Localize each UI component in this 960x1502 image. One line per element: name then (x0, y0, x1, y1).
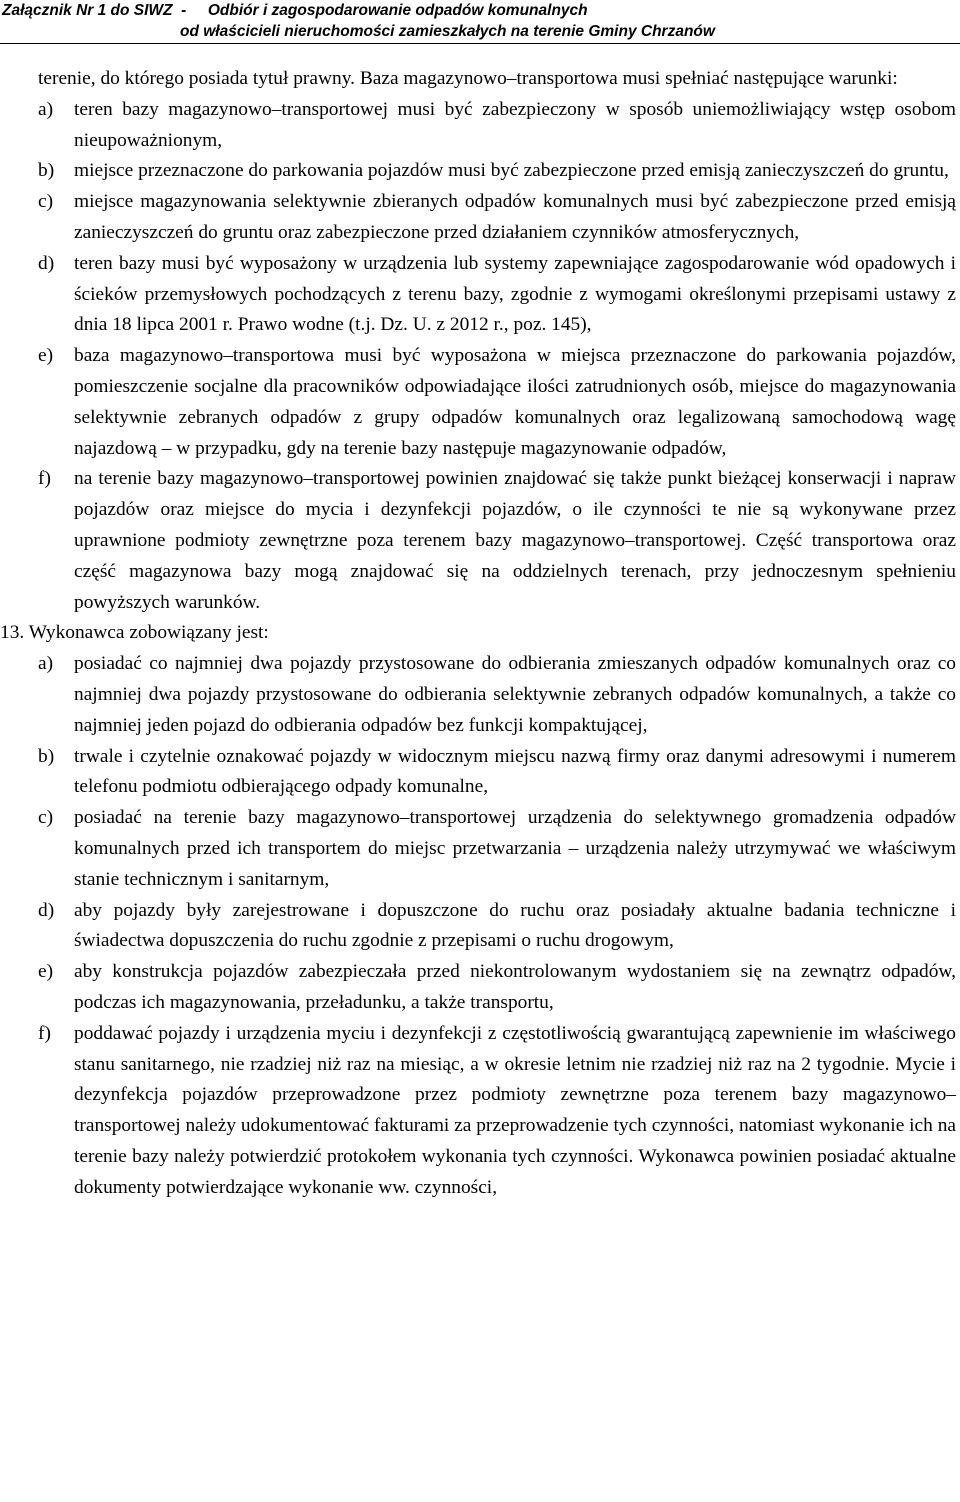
item-label: c) (38, 191, 54, 213)
item-label: f) (38, 1022, 51, 1044)
item-label: e) (38, 345, 54, 367)
item-text: miejsce przeznaczone do parkowania pojazdów musi być zabezpieczone przed emisją zanieczyszczeń do gruntu, (74, 160, 949, 182)
list-item (38, 187, 956, 249)
intro-paragraph: terenie, do którego posiada tytuł prawny. Baza magazynowo–transportowa musi spełniać następujące warunki: (38, 68, 898, 89)
list-item (38, 649, 956, 741)
section13-list (38, 649, 956, 1203)
item-label: a) (38, 653, 54, 675)
header-title-line2: od właścicieli nieruchomości zamieszkałych na terenie Gminy Chrzanów (180, 23, 715, 40)
item-text: teren bazy musi być wyposażony w urządzenia lub systemy zapewniające zagospodarowanie wód opadowych i ścieków przemysłowych pochodzących z terenu bazy, zgodnie z wymogami określonymi przepisami ustawy z dnia 18 lipca 2001 r. Prawo wodne (t.j. Dz. U. z 2012 r., poz. 145), (74, 252, 956, 336)
list-item (38, 742, 956, 804)
list-item (38, 341, 956, 464)
section13-heading (0, 618, 956, 649)
list-item (38, 156, 956, 187)
section12-list (38, 95, 956, 619)
item-label: b) (38, 745, 55, 767)
item-label: f) (38, 468, 51, 490)
list-item (38, 95, 956, 157)
item-text: na terenie bazy magazynowo–transportowej powinien znajdować się także punkt bieżącej konserwacji i napraw pojazdów oraz miejsce do mycia i dezynfekcji pojazdów, o ile czynności te nie są wykonywane przez uprawnione podmioty zewnętrzne poza terenem bazy magazynowo–transportowej. Część transportowa oraz część magazynowa bazy mogą znajdować się na oddzielnych terenach, przy jednoczesnym spełnieniu powyższych warunków. (74, 468, 956, 613)
section-heading-text: Wykonawca zobowiązany jest: (28, 622, 269, 644)
item-label: a) (38, 98, 54, 120)
item-text: teren bazy magazynowo–transportowej musi być zabezpieczony w sposób uniemożliwiający wstęp osobom nieupoważnionym, (74, 98, 956, 151)
page-header (0, 0, 960, 44)
header-title-line1: Załącznik Nr 1 do SIWZ - Odbiór i zagospodarowanie odpadów komunalnych (2, 2, 588, 19)
item-text: posiadać co najmniej dwa pojazdy przystosowane do odbierania zmieszanych odpadów komunalnych oraz co najmniej dwa pojazdy przystosowane do odbierania selektywnie zebranych odpadów komunalnych, a także co najmniej jeden pojazd do odbierania odpadów bez funkcji kompaktującej, (74, 653, 956, 736)
item-text: baza magazynowo–transportowa musi być wyposażona w miejsca przeznaczone do parkowania pojazdów, pomieszczenie socjalne dla pracowników odpowiadające ilości zatrudnionych osób, miejsce do magazynowania selektywnie zebranych odpadów z grupy odpadów komunalnych oraz legalizowaną samochodową wagę najazdową – w przypadku, gdy na terenie bazy następuje magazynowanie odpadów, (74, 345, 956, 459)
list-item (38, 957, 956, 1019)
list-item (38, 1019, 956, 1204)
item-text: aby konstrukcja pojazdów zabezpieczała przed niekontrolowanym wydostaniem się na zewnątrz odpadów, podczas ich magazynowania, przeładunku, a także transportu, (74, 961, 956, 1013)
item-text: miejsce magazynowania selektywnie zbieranych odpadów komunalnych musi być zabezpieczone przed emisją zanieczyszczeń do gruntu oraz zabezpieczone przed działaniem czynników atmosferycznych, (74, 191, 956, 243)
list-item (38, 803, 956, 895)
item-label: d) (38, 252, 55, 274)
item-text: aby pojazdy były zarejestrowane i dopuszczone do ruchu oraz posiadały aktualne badania techniczne i świadectwa dopuszczenia do ruchu zgodnie z przepisami o ruchu drogowym, (74, 899, 956, 952)
document-body (0, 64, 956, 1203)
section-number: 13. (0, 622, 25, 644)
item-label: e) (38, 961, 54, 983)
list-item (38, 249, 956, 341)
list-item (38, 464, 956, 618)
item-text: posiadać na terenie bazy magazynowo–transportowej urządzenia do selektywnego gromadzenia odpadów komunalnych przed ich transportem do miejsc przetwarzania – urządzenia należy utrzymywać we właściwym stanie technicznym i sanitarnym, (74, 807, 956, 890)
list-item (38, 896, 956, 958)
item-label: d) (38, 899, 55, 921)
item-text: poddawać pojazdy i urządzenia myciu i dezynfekcji z częstotliwością gwarantującą zapewnienie im właściwego stanu sanitarnego, nie rzadziej niż raz na miesiąc, a w okresie letnim nie rzadziej niż raz na 2 tygodnie. Mycie i dezynfekcja pojazdów przeprowadzone przez podmioty zewnętrzne poza terenem bazy magazynowo–transportowej należy udokumentować fakturami za przeprowadzenie tych czynności, natomiast wykonanie ich na terenie bazy należy potwierdzić protokołem wykonania tych czynności. Wykonawca powinien posiadać aktualne dokumenty potwierdzające wykonanie ww. czynności, (74, 1022, 956, 1198)
item-label: b) (38, 160, 55, 182)
item-text: trwale i czytelnie oznakować pojazdy w widocznym miejscu nazwą firmy oraz danymi adresowymi i numerem telefonu podmiotu odbierającego odpady komunalne, (74, 745, 956, 798)
item-label: c) (38, 807, 54, 829)
